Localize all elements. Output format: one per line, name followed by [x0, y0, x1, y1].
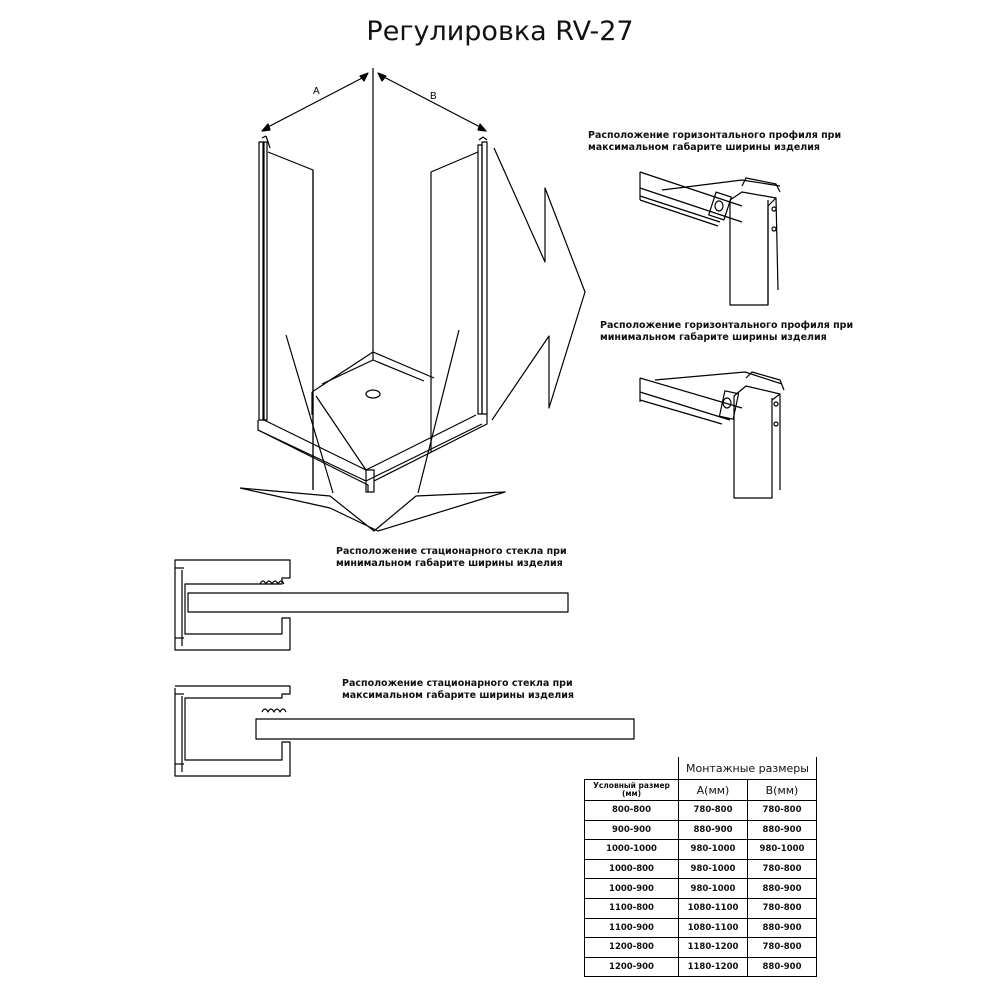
note-glass-max: Расположение стационарного стекла при максимальном габарите ширины изделия	[342, 678, 575, 701]
table-row	[585, 840, 817, 860]
table-cell: 880-900	[748, 918, 817, 938]
shower-enclosure-drawing	[240, 68, 585, 531]
table-row	[585, 820, 817, 840]
table-row	[585, 957, 817, 977]
table-cell: 880-900	[748, 820, 817, 840]
table-row	[585, 918, 817, 938]
column-header-b: В(мм)	[748, 780, 817, 801]
table-cell: 1200-900	[585, 957, 679, 977]
table-cell: 1180-1200	[679, 957, 748, 977]
table-cell: 980-1000	[679, 840, 748, 860]
table-cell: 880-900	[679, 820, 748, 840]
mounting-dimensions-table	[584, 757, 817, 977]
table-cell: 780-800	[679, 801, 748, 821]
horizontal-profile-min-drawing	[640, 372, 784, 498]
table-cell: 800-800	[585, 801, 679, 821]
table-cell: 980-1000	[679, 879, 748, 899]
table-cell: 780-800	[748, 938, 817, 958]
table-cell: 880-900	[748, 957, 817, 977]
table-row	[585, 898, 817, 918]
table-cell: 880-900	[748, 879, 817, 899]
table-cell: 1080-1100	[679, 898, 748, 918]
table-cell: 1000-900	[585, 879, 679, 899]
note-horizontal-profile-min: Расположение горизонтального профиля при минимальном габарите ширины изделия	[600, 320, 854, 343]
table-cell: 780-800	[748, 859, 817, 879]
table-cell: 780-800	[748, 801, 817, 821]
table-body	[585, 801, 817, 977]
horizontal-profile-max-drawing	[640, 172, 780, 305]
table-row	[585, 859, 817, 879]
table-cell: 1080-1100	[679, 918, 748, 938]
dimension-label-a: A	[313, 86, 320, 97]
column-header-a: А(мм)	[679, 780, 748, 801]
table-cell: 1000-800	[585, 859, 679, 879]
table-row	[585, 801, 817, 821]
table-cell: 900-900	[585, 820, 679, 840]
column-header-nominal-size: Условный размер (мм)	[585, 780, 679, 801]
dimension-label-b: B	[430, 91, 437, 102]
note-horizontal-profile-max: Расположение горизонтального профиля при максимальном габарите ширины изделия	[588, 130, 842, 153]
table-group-header: Монтажные размеры	[679, 757, 817, 780]
table-cell: 1100-900	[585, 918, 679, 938]
table-row	[585, 938, 817, 958]
glass-profile-min-drawing	[175, 560, 568, 650]
table-row	[585, 879, 817, 899]
table-cell: 980-1000	[679, 859, 748, 879]
table-cell: 1200-800	[585, 938, 679, 958]
table-cell: 980-1000	[748, 840, 817, 860]
page-title: Регулировка RV-27	[366, 16, 634, 47]
table-cell: 1000-1000	[585, 840, 679, 860]
table-cell: 780-800	[748, 898, 817, 918]
note-glass-min: Расположение стационарного стекла при минимальном габарите ширины изделия	[336, 546, 567, 569]
table-cell: 1100-800	[585, 898, 679, 918]
table-cell: 1180-1200	[679, 938, 748, 958]
